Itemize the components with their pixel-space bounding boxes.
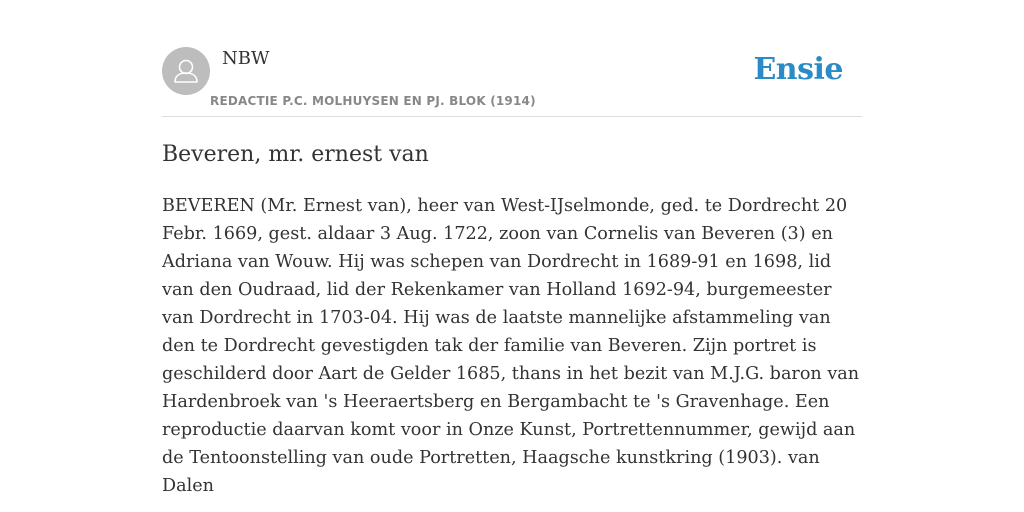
entry-title: Beveren, mr. ernest van	[162, 142, 429, 167]
user-icon	[162, 47, 210, 95]
source-name[interactable]: NBW	[222, 48, 270, 69]
source-avatar[interactable]	[162, 47, 210, 95]
ensie-logo[interactable]: Ensie	[753, 52, 843, 87]
source-header	[162, 46, 862, 117]
source-editors: REDACTIE P.C. MOLHUYSEN EN PJ. BLOK (1914)	[210, 94, 536, 108]
entry-body: BEVEREN (Mr. Ernest van), heer van West-IJselmonde, ged. te Dordrecht 20 Febr. 1669, gest. aldaar 3 Aug. 1722, zoon van Cornelis van Beveren (3) en Adriana van Wouw. Hij was schepen van Dordrecht in 1689-91 en 1698, lid van den Oudraad, lid der Rekenkamer van Holland 1692-94, burgemeester van Dordrecht in 1703-04. Hij was de laatste mannelijke afstammeling van den te Dordrecht gevestigden tak der familie van Beveren. Zijn portret is geschilderd door Aart de Gelder 1685, thans in het bezit van M.J.G. baron van Hardenbroek van 's Heeraertsberg en Bergambacht te 's Gravenhage. Een reproductie daarvan komt voor in Onze Kunst, Portrettennummer, gewijd aan de Tentoonstelling van oude Portretten, Haagsche kunstkring (1903). van Dalen	[162, 196, 860, 496]
